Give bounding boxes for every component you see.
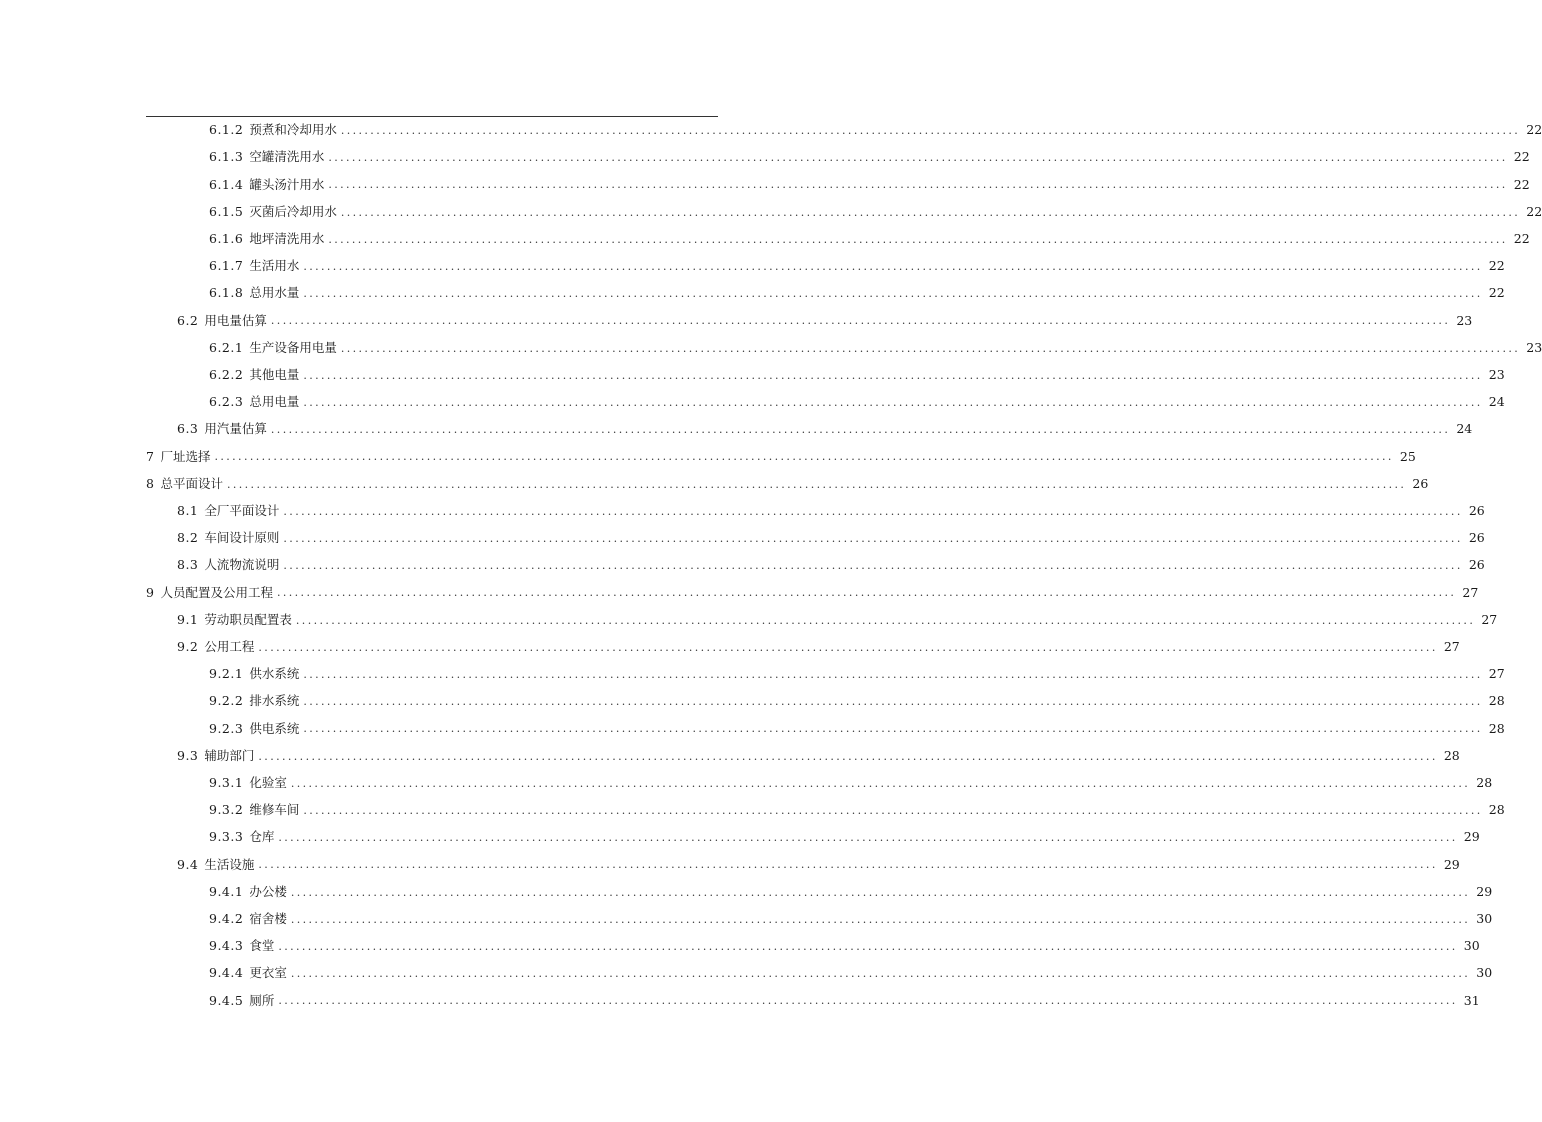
toc-dot-leader: ........................................................................................................................................................................................................ [303,260,1483,273]
toc-entry-title: 预煮和冷却用水 [249,122,337,138]
toc-entry-page-number: 24 [1456,421,1473,437]
toc-entry-title: 用汽量估算 [204,421,267,437]
toc-entry-title: 排水系统 [249,693,300,709]
toc-entry-page-number: 29 [1443,856,1460,872]
toc-entry[interactable] [209,797,1505,824]
toc-entry-title: 人员配置及公用工程 [160,584,273,600]
toc-dot-leader: ........................................................................................................................................................................................................ [303,368,1483,382]
toc-entry-number: 9.4.4 [209,965,244,981]
toc-entry-number: 6.2 [177,312,199,328]
toc-entry-page-number: 23 [1526,339,1542,355]
toc-entry-number: 6.1.5 [209,203,244,219]
toc-entry-page-number: 23 [1488,367,1505,383]
toc-entry-page-number: 27 [1443,639,1460,655]
toc-dot-leader: ........................................................................................................................................................................................................ [258,640,1438,654]
toc-dot-leader: ........................................................................................................................................................................................................ [283,504,1463,518]
toc-entry-number: 9.2 [177,639,199,655]
toc-entry-page-number: 27 [1481,611,1498,627]
toc-entry-number: 8.3 [177,557,199,573]
toc-dot-leader: ........................................................................................................................................................................................................ [278,831,1458,845]
toc-entry[interactable] [209,199,1542,226]
toc-entry[interactable] [209,389,1505,416]
toc-entry[interactable] [209,770,1493,797]
toc-entry-title: 化验室 [249,775,287,791]
toc-dot-leader: ........................................................................................................................................................................................................ [258,749,1438,763]
toc-entry-title: 辅助部门 [204,747,255,763]
toc-entry-page-number: 28 [1488,802,1505,818]
toc-entry-number: 6.2.2 [209,367,244,383]
toc-entry-number: 9.3 [177,747,199,763]
toc-dot-leader: ........................................................................................................................................................................................................ [290,967,1471,981]
toc-entry-page-number: 27 [1488,666,1505,682]
toc-entry-page-number: 29 [1476,883,1493,899]
toc-dot-leader: ........................................................................................................................................................................................................ [340,341,1521,355]
toc-dot-leader: ........................................................................................................................................................................................................ [290,885,1471,899]
toc-entry-page-number: 28 [1476,775,1493,791]
toc-dot-leader: ........................................................................................................................................................................................................ [303,396,1483,409]
toc-dot-leader: ........................................................................................................................................................................................................ [290,776,1471,790]
toc-dot-leader: ........................................................................................................................................................................................................ [283,532,1463,545]
toc-dot-leader: ........................................................................................................................................................................................................ [258,858,1438,872]
toc-entry-page-number: 22 [1526,122,1542,138]
toc-dot-leader: ........................................................................................................................................................................................................ [303,287,1483,301]
toc-entry[interactable] [209,906,1493,933]
toc-entry-title: 生活设施 [204,856,255,872]
toc-entry-page-number: 28 [1488,720,1505,736]
toc-dot-leader: ........................................................................................................................................................................................................ [295,613,1476,627]
toc-entry[interactable] [209,987,1480,1014]
toc-entry-title: 供电系统 [249,720,300,736]
toc-entry[interactable] [177,607,1498,634]
toc-entry-title: 总用电量 [249,394,300,410]
toc-entry-number: 6.3 [177,421,199,437]
toc-entry-title: 厂址选择 [160,448,211,464]
toc-dot-leader: ........................................................................................................................................................................................................ [283,559,1463,573]
toc-entry[interactable] [177,498,1485,525]
toc-dot-leader: ........................................................................................................................................................................................................ [303,695,1483,709]
toc-entry-title: 生活用水 [249,258,300,274]
toc-dot-leader: ........................................................................................................................................................................................................ [340,205,1521,219]
toc-entry-title: 其他电量 [249,367,300,383]
toc-entry-page-number: 26 [1468,557,1485,573]
toc-entry-title: 空罐清洗用水 [249,149,325,165]
toc-entry-page-number: 25 [1399,448,1416,464]
toc-entry-title: 维修车间 [249,802,300,818]
toc-entry[interactable] [209,335,1542,362]
toc-entry-title: 全厂平面设计 [204,503,280,519]
toc-entry-number: 6.1.4 [209,176,244,192]
toc-entry-title: 车间设计原则 [204,530,280,546]
toc-entry[interactable] [177,416,1473,443]
toc-entry[interactable] [177,851,1460,878]
toc-entry-number: 9.2.2 [209,693,244,709]
toc-entry-page-number: 22 [1513,176,1530,192]
toc-entry-number: 9.4.5 [209,992,244,1008]
toc-entry-title: 生产设备用电量 [249,339,337,355]
toc-dot-leader: ........................................................................................................................................................................................................ [270,423,1451,437]
toc-entry-title: 地坪清洗用水 [249,231,325,247]
toc-dot-leader: ........................................................................................................................................................................................................ [303,804,1483,817]
toc-entry-title: 供水系统 [249,666,300,682]
toc-entry-number: 6.1.3 [209,149,244,165]
toc-dot-leader: ........................................................................................................................................................................................................ [303,668,1483,681]
toc-dot-leader: ........................................................................................................................................................................................................ [328,151,1508,165]
toc-entry-page-number: 23 [1456,312,1473,328]
toc-entry-number: 6.1.8 [209,285,244,301]
toc-entry-title: 宿舍楼 [249,911,287,927]
toc-entry-number: 8.2 [177,530,199,546]
toc-entry[interactable] [209,715,1505,742]
toc-entry-number: 9.3.3 [209,829,244,845]
toc-dot-leader: ........................................................................................................................................................................................................ [303,722,1483,736]
toc-dot-leader: ........................................................................................................................................................................................................ [278,940,1458,953]
toc-entry[interactable] [177,525,1485,552]
toc-entry-number: 9.4.3 [209,938,244,954]
toc-entry[interactable] [209,688,1505,715]
toc-entry-number: 9.4.1 [209,883,244,899]
toc-entry[interactable] [209,226,1530,253]
toc-entry-page-number: 28 [1488,693,1505,709]
toc-entry[interactable] [209,362,1505,389]
toc-entry-title: 更衣室 [249,965,287,981]
toc-entry-number: 9.4.2 [209,911,244,927]
toc-entry[interactable] [209,144,1530,171]
toc-entry-page-number: 22 [1488,258,1505,274]
toc-entry[interactable] [209,253,1505,280]
toc-entry-page-number: 22 [1488,285,1505,301]
toc-entry-title: 办公楼 [249,883,287,899]
toc-entry[interactable] [146,471,1429,498]
toc-entry-number: 9.2.1 [209,666,244,682]
toc-entry-title: 劳动职员配置表 [204,611,292,627]
toc-dot-leader: ........................................................................................................................................................................................................ [270,314,1451,328]
toc-dot-leader: ........................................................................................................................................................................................................ [290,912,1471,926]
toc-entry[interactable] [146,579,1479,606]
toc-entry-number: 8.1 [177,503,199,519]
toc-entry-page-number: 22 [1513,149,1530,165]
toc-entry[interactable] [177,634,1460,661]
toc-entry-number: 6.1.2 [209,122,244,138]
toc-entry-number: 6.1.7 [209,258,244,274]
toc-dot-leader: ........................................................................................................................................................................................................ [328,232,1508,246]
toc-entry-number: 9 [146,584,155,600]
toc-entry[interactable] [177,552,1485,579]
toc-entry[interactable] [209,933,1480,960]
toc-dot-leader: ........................................................................................................................................................................................................ [340,124,1521,137]
toc-entry-title: 总用水量 [249,285,300,301]
toc-entry-title: 仓库 [249,829,275,845]
toc-entry-page-number: 26 [1468,503,1485,519]
toc-entry[interactable] [177,743,1460,770]
toc-entry[interactable] [177,307,1473,334]
toc-entry-page-number: 27 [1462,584,1479,600]
toc-entry-page-number: 26 [1412,475,1429,491]
toc-entry-number: 9.3.1 [209,775,244,791]
toc-entry[interactable] [209,879,1493,906]
toc-entry-number: 7 [146,448,155,464]
toc-entry-page-number: 31 [1463,992,1480,1008]
toc-entry-number: 8 [146,475,155,491]
toc-entry-page-number: 28 [1443,747,1460,763]
toc-entry-title: 厕所 [249,992,275,1008]
toc-entry-number: 6.2.1 [209,339,244,355]
toc-entry-title: 总平面设计 [160,475,223,491]
toc-entry-page-number: 29 [1463,829,1480,845]
toc-entry-page-number: 30 [1476,911,1493,927]
toc-dot-leader: ........................................................................................................................................................................................................ [214,450,1394,464]
toc-dot-leader: ........................................................................................................................................................................................................ [278,994,1458,1008]
toc-entry-title: 食堂 [249,938,275,954]
toc-entry[interactable] [209,171,1530,198]
toc-entry[interactable] [209,117,1542,144]
toc-entry[interactable] [209,824,1480,851]
toc-dot-leader: ........................................................................................................................................................................................................ [226,477,1407,491]
toc-entry[interactable] [209,960,1493,987]
toc-entry[interactable] [146,443,1416,470]
toc-entry-page-number: 22 [1526,203,1542,219]
toc-entry[interactable] [209,280,1505,307]
toc-entry-page-number: 22 [1513,231,1530,247]
toc-entry-page-number: 26 [1468,530,1485,546]
toc-entry-number: 6.2.3 [209,394,244,410]
toc-entry-title: 人流物流说明 [204,557,280,573]
toc-entry-number: 6.1.6 [209,231,244,247]
toc-entry-page-number: 30 [1463,938,1480,954]
toc-dot-leader: ........................................................................................................................................................................................................ [328,178,1508,192]
toc-dot-leader: ........................................................................................................................................................................................................ [276,586,1457,600]
toc-entry-number: 9.1 [177,611,199,627]
toc-entry-page-number: 30 [1476,965,1493,981]
toc-entry-number: 9.4 [177,856,199,872]
toc-entry-title: 用电量估算 [204,312,267,328]
toc-entry-page-number: 24 [1488,394,1505,410]
toc-entry[interactable] [209,661,1505,688]
toc-entry-number: 9.3.2 [209,802,244,818]
toc-entry-title: 公用工程 [204,639,255,655]
toc-entry-number: 9.2.3 [209,720,244,736]
toc-entry-title: 灭菌后冷却用水 [249,203,337,219]
toc-entry-title: 罐头汤汁用水 [249,176,325,192]
